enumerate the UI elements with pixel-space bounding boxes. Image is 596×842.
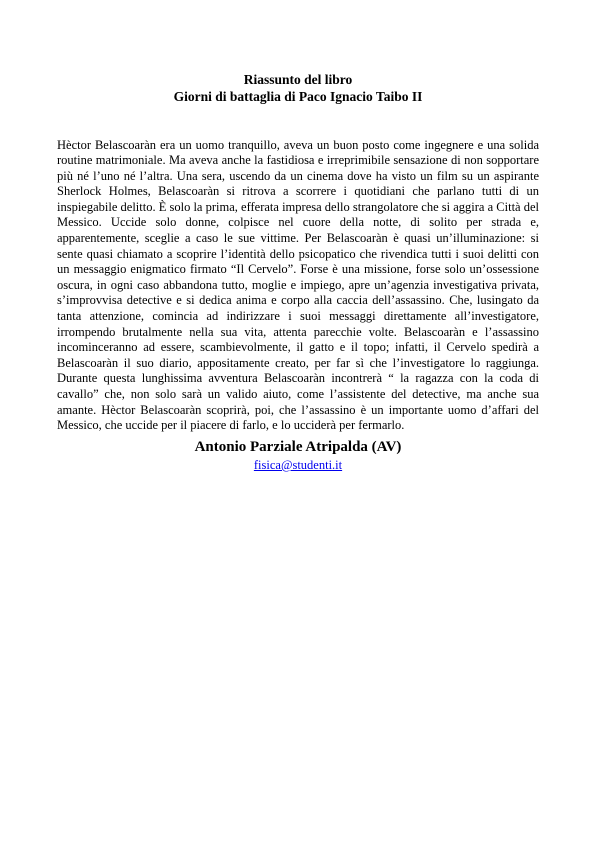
title-line-book: Giorni di battaglia di Paco Ignacio Taibo II <box>173 89 423 104</box>
author-name: Antonio Parziale Atripalda (AV) <box>194 439 402 455</box>
author-email-link[interactable]: fisica@studenti.it <box>253 458 343 472</box>
summary-paragraph: Hèctor Belascoaràn era un uomo tranquillo, aveva un buon posto come ingegnere e una solida routine matrimoniale. Ma aveva anche la fastidiosa e irreprimibile sensazione di non sopportare più né l’uno né l’altra. Una sera, uscendo da un cinema dove ha visto un film su un aspirante Sherlock Holmes, Belascoaràn si ritrova a scorrere i quotidiani che parlano tutti di un inspiegabile delitto. È solo la prima, efferata impresa dello strangolatore che si aggira a Città del Messico. Uccide solo donne, colpisce nel cuore della notte, di solito per strada e, apparentemente, sceglie a caso le sue vittime. Per Belascoaràn è quasi un’illuminazione: si sente quasi chiamato a scoprire l’identità dello psicopatico che rivendica tutti i suoi delitti con un messaggio enigmatico firmato “Il Cervelo”. Forse è una missione, forse solo un’ossessione oscura, in ogni caso abbandona tutto, moglie e impiego, apre un’agenzia investigativa privata, s’improvvisa detective e si dedica anima e corpo alla caccia dell’assassino. Che, lusingato da tanta attenzione, comincia ad indirizzare i suoi messaggi direttamente all’investigatore, irrompendo brutalmente nella sua vita, attenta parecchie volte. Belascoaràn e l’assassino incominceranno ad essere, scambievolmente, il gatto e il topo; infatti, il Cervelo spedirà a Belascoaràn il suo diario, appositamente creato, per far sì che l’investigatore lo raggiunga. Durante questa lunghissima avventura Belascoaràn incontrerà “ la ragazza con la coda di cavallo” che, non solo sarà un valido aiuto, come l’assistente del detective, ma anche sua amante. Hèctor Belascoaràn scoprirà, poi, che l’assassino è un importante uomo d’affari del Messico, che uccide per il piacere di farlo, e lo ucciderà per fermarlo. <box>57 137 539 433</box>
author-signature <box>57 438 539 474</box>
document-title <box>57 71 539 105</box>
title-line-summary: Riassunto del libro <box>243 72 353 87</box>
